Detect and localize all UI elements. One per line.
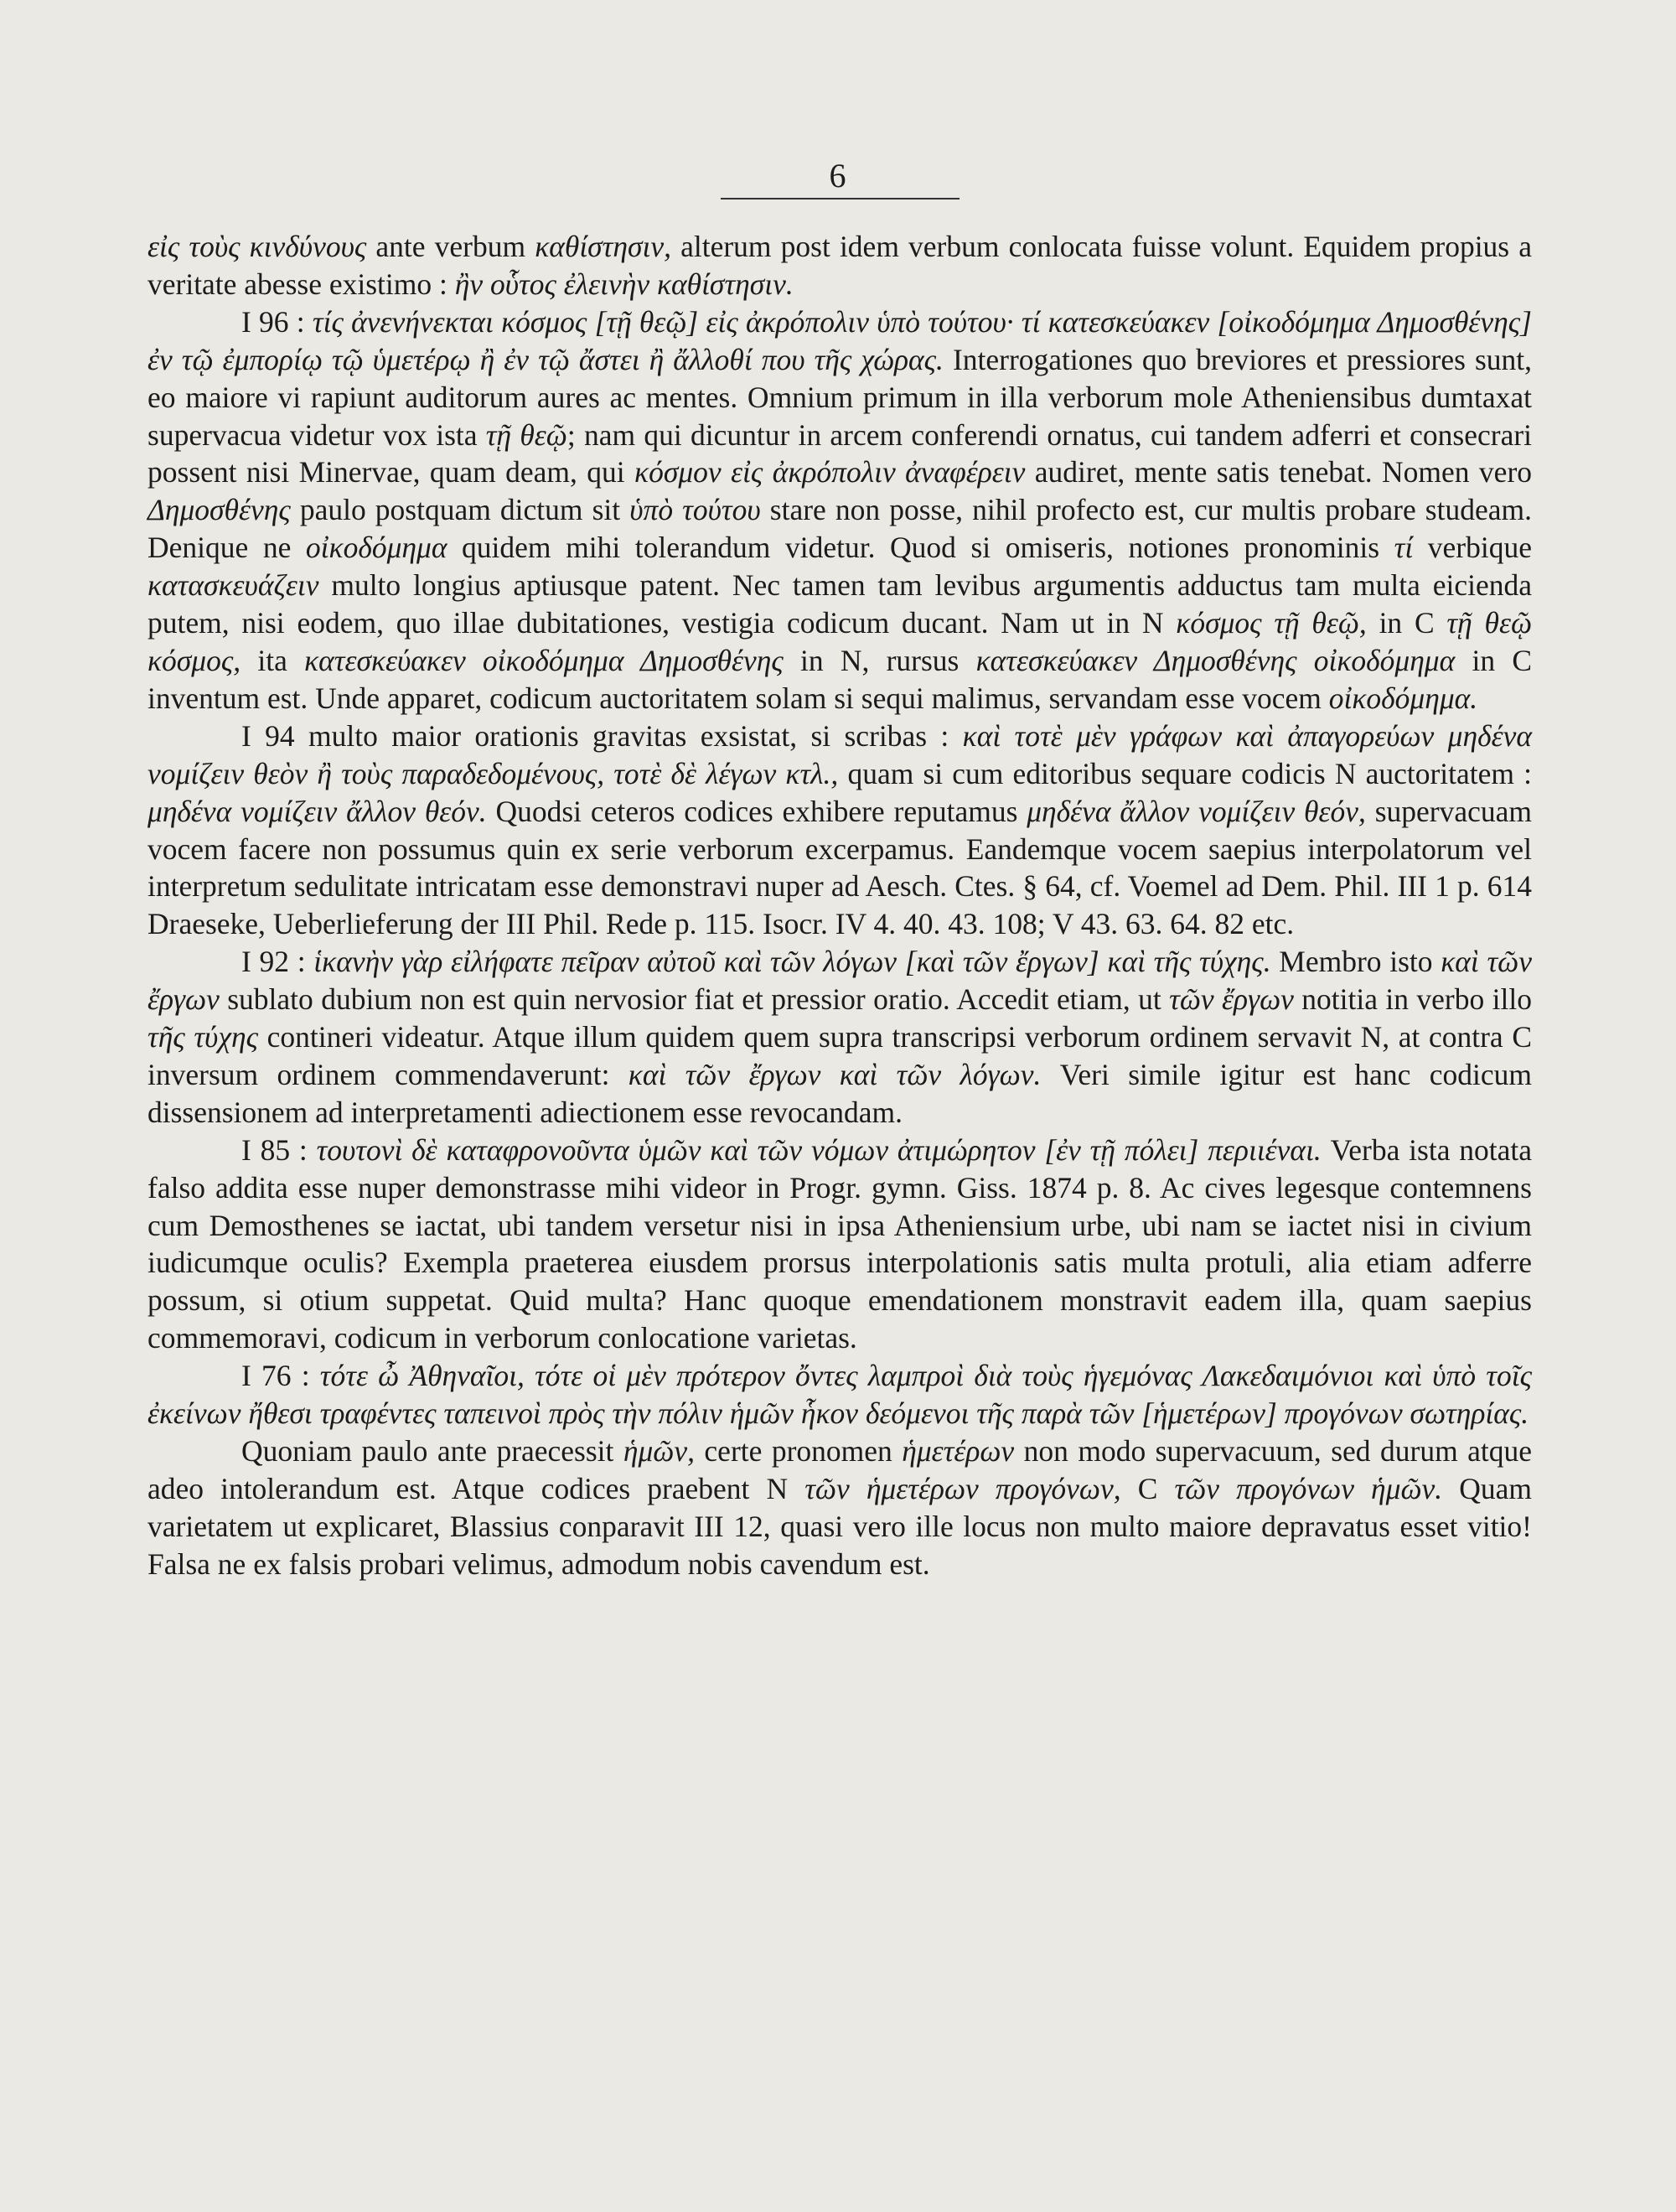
latin-text: Veri simile igitur est hanc codicum dissensionem ad interpretamenti adiectionem esse revocandam. bbox=[147, 1057, 1533, 1129]
greek-quotation: τῆς τύχης bbox=[147, 1020, 258, 1054]
greek-quotation: ἱκανὴν γὰρ εἰλήφατε πεῖραν αὐτοῦ καὶ τῶν λόγων [καὶ τῶν ἔργων] καὶ τῆς τύχης. bbox=[313, 945, 1271, 979]
latin-text: in C bbox=[1366, 606, 1447, 640]
latin-text: contineri videatur. Atque illum quidem quem supra transcripsi verborum ordinem servavit N, at contra C inversum ordinem commendaverunt: bbox=[147, 1020, 1532, 1091]
latin-text: sublato dubium non est quin nervosior fiat et pressior oratio. Accedit etiam, ut bbox=[219, 982, 1170, 1017]
latin-text: I 96 : bbox=[241, 304, 313, 339]
latin-text: Quam varietatem ut explicaret, Blassius conparavit III 12, quasi vero ille locus non multo maiore depravatus esset vitio! Falsa ne ex falsis probari velimus, admodum nobis cavendum est. bbox=[147, 1471, 1533, 1581]
latin-text: multo longius aptiusque patent. Nec tamen tam levibus argumentis adductus tam multa eicienda putem, nisi eodem, quo illae dubitationes, vestigia codicum ducant. Nam ut in N bbox=[147, 568, 1532, 640]
greek-quotation: κατασκευάζειν bbox=[147, 568, 319, 603]
greek-quotation: τῇ θεῷ κόσμος, bbox=[147, 606, 1533, 677]
page-number: 6 bbox=[829, 157, 847, 194]
latin-text: quam si cum editoribus sequare codicis N auctoritatem : bbox=[838, 756, 1532, 790]
greek-quotation: καὶ τοτὲ μὲν γράφων καὶ ἀπαγορεύων μηδένα νομίζειν θεὸν ἢ τοὺς παραδεδομένους, τοτὲ δὲ λέγων κτλ., bbox=[147, 718, 1532, 790]
latin-text: notitia in verbo illo bbox=[1293, 982, 1532, 1017]
greek-quotation: τῇ θεῷ bbox=[485, 417, 567, 452]
paragraph bbox=[147, 228, 1532, 303]
latin-text: ante verbum bbox=[366, 230, 535, 263]
paragraph bbox=[147, 1357, 1532, 1432]
latin-text: Quoniam paulo ante praecessit bbox=[241, 1434, 623, 1468]
latin-text: I 92 : bbox=[241, 945, 314, 979]
greek-quotation: κατεσκεύακεν οἰκοδόμημα Δημοσθένης bbox=[304, 643, 784, 677]
paragraph bbox=[147, 1132, 1532, 1357]
latin-text: paulo postquam dictum sit bbox=[290, 493, 630, 527]
latin-text: quidem mihi tolerandum videtur. Quod si omiseris, notiones pronominis bbox=[447, 531, 1394, 565]
header-rule bbox=[721, 198, 960, 199]
greek-quotation: τῶν ἡμετέρων προγόνων, bbox=[804, 1471, 1121, 1505]
latin-text: Membro isto bbox=[1270, 945, 1441, 979]
greek-quotation: καὶ τῶν ἔργων bbox=[147, 945, 1532, 1017]
latin-text: Verba ista notata falso addita esse nuper demonstrasse mihi videor in Progr. gymn. Giss. 1874 p. 8. Ac cives legesque contemnens cum Demosthenes se iactat, ubi tandem versetur nisi in ipsa Atheniensium urbe, ubi nam se iactet nisi in civium iudicumque oculis? Exempla praeterea eiusdem prorsus interpolationis satis multa protuli, alia etiam adferre possum, si otium suppetat. Quid multa? Hanc quoque emendationem monstravit eadem illa, quam saepius commemoravi, codicum in verborum conlocatione varietas. bbox=[147, 1132, 1533, 1355]
greek-quotation: καὶ τῶν ἔργων καὶ τῶν λόγων. bbox=[628, 1057, 1042, 1091]
greek-quotation: ἡμῶν, bbox=[623, 1434, 695, 1468]
latin-text: I 76 : bbox=[241, 1359, 320, 1393]
greek-quotation: εἰς τοὺς κινδύνους bbox=[147, 230, 367, 263]
greek-quotation: τί bbox=[1394, 531, 1414, 565]
greek-quotation: Δημοσθένης bbox=[147, 493, 291, 527]
greek-quotation: κατεσκεύακεν Δημοσθένης οἰκοδόμημα bbox=[975, 643, 1456, 677]
greek-quotation: τῶν προγόνων ἡμῶν. bbox=[1174, 1471, 1443, 1505]
latin-text: ita bbox=[241, 643, 305, 677]
latin-text: stare non posse, nihil profecto est, cur multis probare studeam. Denique ne bbox=[147, 493, 1532, 565]
greek-quotation: ἢν οὗτος ἐλεινὴν καθίστησιν. bbox=[454, 267, 794, 301]
greek-quotation: τῶν ἔργων bbox=[1169, 982, 1294, 1017]
latin-text: Interrogationes quo breviores et pressiores sunt, eo maiore vi rapiunt auditorum aures ac mentes. Omnium primum in illa verborum mole Atheniensibus dumtaxat supervacua videtur vox ista bbox=[147, 342, 1532, 452]
greek-quotation: οἰκοδόμημα. bbox=[1328, 681, 1478, 715]
greek-quotation: τουτονὶ δὲ καταφρονοῦντα ὑμῶν καὶ τῶν νόμων ἀτιμώρητον [ἐν τῇ πόλει] περιιέναι. bbox=[316, 1132, 1322, 1167]
body-text bbox=[147, 228, 1532, 1583]
latin-text: in N, rursus bbox=[783, 643, 976, 677]
latin-text: non modo supervacuum, sed durum atque adeo intolerandum est. Atque codices praebent N bbox=[147, 1434, 1532, 1505]
greek-quotation: κόσμον εἰς ἀκρόπολιν ἀναφέρειν bbox=[634, 455, 1026, 490]
greek-quotation: τότε ὦ Ἀθηναῖοι, τότε οἱ μὲν πρότερον ὄντες λαμπροὶ διὰ τοὺς ἡγεμόνας Λακεδαιμόνιοι καὶ ὑπὸ τοῖς ἐκείνων ἤθεσι τραφέντες ταπεινοὶ πρὸς τὴν πόλιν ἡμῶν ἧκον δεόμενοι τῆς παρὰ τῶν [ἡμετέρων] προγόνων σωτηρίας. bbox=[147, 1359, 1532, 1431]
greek-quotation: ἡμετέρων bbox=[902, 1434, 1015, 1468]
greek-quotation: ὑπὸ τούτου bbox=[629, 493, 761, 527]
greek-quotation: καθίστησιν, bbox=[535, 230, 672, 263]
latin-text: I 85 : bbox=[241, 1132, 317, 1167]
paragraph bbox=[147, 943, 1532, 1132]
paragraph bbox=[147, 303, 1532, 717]
greek-quotation: τίς ἀνενήνεκται κόσμος [τῇ θεῷ] εἰς ἀκρόπολιν ὑπὸ τούτου· τί κατεσκεύακεν [οἰκοδόμημα Δημοσθένης] ἐν τῷ ἐμπορίῳ τῷ ὑμετέρῳ ἢ ἐν τῷ ἄστει ἢ ἄλλοθί που τῆς χώρας. bbox=[147, 304, 1532, 376]
greek-quotation: μηδένα νομίζειν ἄλλον θεόν. bbox=[147, 794, 487, 828]
latin-text: Quodsi ceteros codices exhibere reputamus bbox=[486, 794, 1027, 828]
latin-text: verbique bbox=[1413, 531, 1533, 565]
greek-quotation: μηδένα ἄλλον νομίζειν θεόν, bbox=[1027, 794, 1366, 828]
greek-quotation: οἰκοδόμημα bbox=[305, 531, 447, 565]
latin-text: alterum post idem verbum conlocata fuisse volunt. Equidem propius a veritate abesse existimo : bbox=[147, 230, 1532, 301]
paragraph bbox=[147, 717, 1532, 943]
greek-quotation: κόσμος τῇ θεῷ, bbox=[1176, 606, 1367, 640]
paragraph bbox=[147, 1432, 1532, 1583]
latin-text: supervacuam vocem facere non possumus quin ex serie verborum excerpamus. Eandemque vocem saepius interpolatorum vel interpretum sedulitate intricatam esse demonstravi nuper ad Aesch. Ctes. § 64, cf. Voemel ad Dem. Phil. III 1 p. 614 Draeseke, Ueberlieferung der III Phil. Rede p. 115. Isocr. IV 4. 40. 43. 108; V 43. 63. 64. 82 etc. bbox=[147, 794, 1532, 941]
latin-text: certe pronomen bbox=[694, 1434, 903, 1468]
latin-text: I 94 multo maior orationis gravitas exsistat, si scribas : bbox=[241, 718, 963, 753]
latin-text: in C inventum est. Unde apparet, codicum auctoritatem solam si sequi malimus, servandam esse vocem bbox=[147, 643, 1532, 715]
latin-text: ; nam qui dicuntur in arcem conferendi ornatus, cui tandem adferri et consecrari possent nisi Minervae, quam deam, qui bbox=[147, 417, 1533, 490]
latin-text: audiret, mente satis tenebat. Nomen vero bbox=[1025, 455, 1533, 490]
latin-text: C bbox=[1120, 1471, 1175, 1505]
